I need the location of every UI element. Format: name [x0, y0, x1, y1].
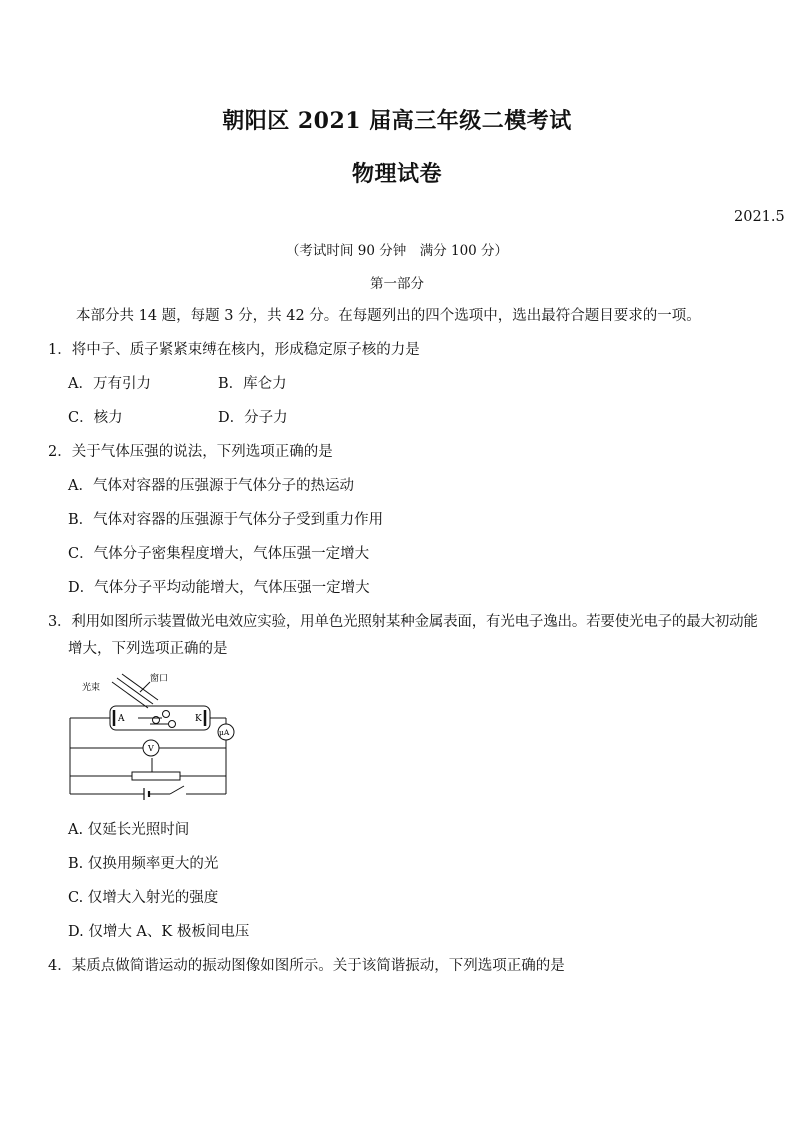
switch [170, 786, 184, 794]
question-3-stem-line2: 增大，下列选项正确的是 [68, 641, 228, 657]
subject-title: 物理试卷 [351, 161, 442, 187]
ammeter-label: μA [219, 728, 230, 737]
electron-3 [169, 721, 176, 728]
question-1-option-d: D．分子力 [218, 410, 288, 426]
light-beam-line-2 [117, 678, 153, 704]
question-3-option-a: A. 仅延长光照时间 [68, 822, 190, 838]
light-beam-line-1 [112, 682, 148, 708]
question-2-option-b: B．气体对容器的压强源于气体分子受到重力作用 [68, 512, 384, 528]
photoelectric-circuit-diagram [60, 668, 250, 808]
question-1-option-a: A．万有引力 [68, 376, 151, 392]
anode-label: A [118, 714, 125, 724]
instructions: 本部分共 14 题，每题 3 分，共 42 分。在每题列出的四个选项中，选出最符合题目要求的一项。 [76, 308, 701, 324]
question-2-option-c: C．气体分子密集程度增大，气体压强一定增大 [68, 546, 370, 562]
question-3-stem-line1: 3．利用如图所示装置做光电效应实验，用单色光照射某种金属表面，有光电子逸出。若要使光电子的最大初动能 [48, 614, 758, 630]
question-3-option-b: B. 仅换用频率更大的光 [68, 856, 219, 872]
window-label: 窗口 [150, 674, 169, 684]
part-heading: 第一部分 [370, 276, 424, 292]
question-3-option-c: C. 仅增大入射光的强度 [68, 890, 219, 906]
exam-title: 朝阳区 2021 届高三年级二模考试 [222, 108, 572, 134]
question-2-option-d: D．气体分子平均动能增大，气体压强一定增大 [68, 580, 370, 596]
exam-info: （考试时间 90 分钟 满分 100 分） [285, 243, 509, 259]
question-2-option-a: A．气体对容器的压强源于气体分子的热运动 [68, 478, 354, 494]
exam-date: 2021.5 [734, 209, 785, 225]
cathode-label: K [195, 714, 202, 724]
question-1-option-b: B．库仑力 [218, 376, 287, 392]
question-1-option-c: C．核力 [68, 410, 123, 426]
question-1-stem: 1．将中子、质子紧紧束缚在核内，形成稳定原子核的力是 [48, 342, 420, 358]
question-4-stem: 4．某质点做简谐运动的振动图像如图所示。关于该简谐振动，下列选项正确的是 [48, 958, 565, 974]
question-3-option-d: D. 仅增大 A、K 极板间电压 [68, 924, 250, 940]
rheostat [132, 772, 180, 780]
electron-1 [163, 711, 170, 718]
question-2-stem: 2．关于气体压强的说法，下列选项正确的是 [48, 444, 333, 460]
voltmeter-label: V [148, 744, 154, 753]
light-beam-label: 光束 [82, 683, 101, 693]
